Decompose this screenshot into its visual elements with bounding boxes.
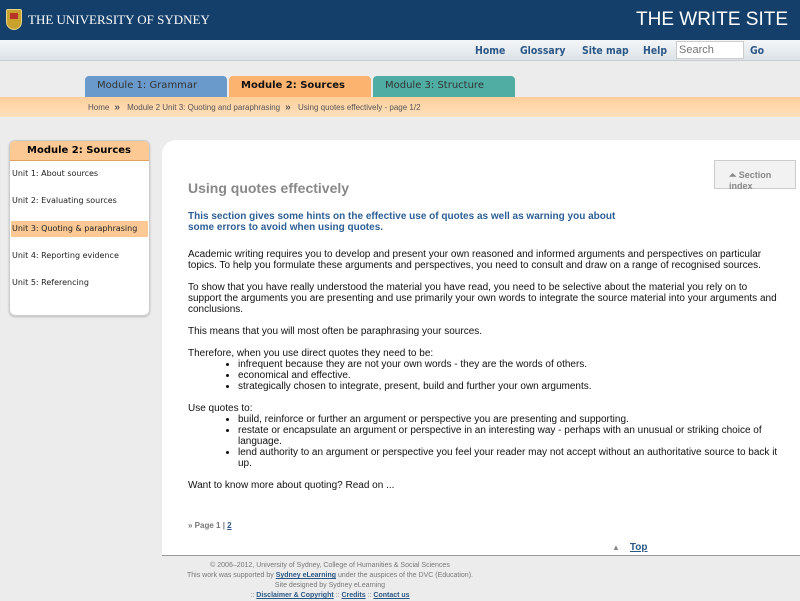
sydney-elearning-link[interactable]: Sydney eLearning	[275, 572, 337, 579]
breadcrumb	[0, 97, 800, 117]
top-label: Top	[629, 542, 648, 553]
disclaimer-link[interactable]: Disclaimer & Copyright	[256, 592, 334, 599]
back-to-top-link[interactable]	[612, 542, 648, 553]
tab-module-2[interactable]: Module 2: Sources	[229, 76, 371, 97]
pager-current: » Page 1 |	[188, 521, 228, 530]
paragraph: Want to know more about quoting? Read on ...	[188, 480, 395, 491]
site-title[interactable]: THE WRITE SITE	[636, 9, 788, 30]
copyright: © 2006–2012, University of Sydney, College of Humanities & Social Sciences	[210, 562, 450, 569]
footer-links: :: Disclaimer & Copyright :: Credits :: Contact us	[250, 592, 410, 599]
sidebar	[9, 140, 150, 316]
article-body	[188, 249, 778, 502]
bullet-list	[238, 359, 778, 392]
sidebar-item-unit-1[interactable]: Unit 1: About sources	[12, 169, 99, 178]
bullet-list	[238, 414, 778, 469]
sidebar-item-unit-2[interactable]: Unit 2: Evaluating sources	[12, 196, 117, 205]
section-index-button[interactable]	[714, 160, 796, 189]
page-2-link[interactable]: 2	[227, 521, 232, 530]
designer-credit: Site designed by Sydney eLearning	[274, 582, 386, 589]
sidebar-item-unit-5[interactable]: Unit 5: Referencing	[12, 278, 89, 287]
list-item: • strategically chosen to integrate, present, build and further your own arguments.	[238, 381, 778, 392]
nav-site-map[interactable]: Site map	[582, 44, 629, 57]
nav-home[interactable]: Home	[475, 44, 506, 57]
breadcrumb-home[interactable]: Home	[88, 103, 110, 112]
breadcrumb-current: Using quotes effectively - page 1/2	[297, 103, 421, 112]
paragraph: Therefore, when you use direct quotes they need to be:	[188, 348, 434, 359]
nav-help[interactable]: Help	[643, 44, 668, 57]
sidebar-title: Module 2: Sources	[10, 141, 149, 161]
sidebar-item-unit-4[interactable]: Unit 4: Reporting evidence	[12, 251, 119, 260]
list-item: • economical and effective.	[238, 370, 778, 381]
nav-glossary[interactable]: Glossary	[520, 44, 566, 57]
list-item: • build, reinforce or further an argument or perspective you are presenting and supporting.	[238, 414, 778, 425]
up-arrow-icon: ⏶	[729, 170, 739, 180]
list-item: • lend authority to an argument or perspective you feel your reader may not accept without an authoritative source to back it up.	[238, 447, 778, 469]
support-line	[160, 571, 500, 581]
support-text: This work was supported by	[187, 572, 276, 579]
breadcrumb-unit[interactable]: Module 2 Unit 3: Quoting and paraphrasing	[127, 103, 281, 112]
section-index-label: Section index	[729, 170, 772, 191]
pagination	[188, 521, 232, 530]
list-item: • infrequent because they are not your own words - they are the words of others.	[238, 359, 778, 370]
paragraph: To show that you have really understood the material you have read, you need to be selective about the material you rely on to support the arguments you are presenting and use primarily your own words to integrate the source material into your arguments and conclusions.	[188, 282, 777, 315]
page-title: Using quotes effectively	[188, 180, 350, 196]
main-content	[162, 140, 800, 556]
university-name[interactable]: THE UNIVERSITY OF SYDNEY	[28, 12, 210, 27]
sidebar-item-unit-3[interactable]: Unit 3: Quoting & paraphrasing	[11, 221, 148, 237]
go-button[interactable]: Go	[750, 44, 765, 57]
top-nav	[0, 40, 800, 61]
site-header	[0, 0, 800, 40]
university-crest-logo[interactable]	[6, 9, 22, 30]
contact-link[interactable]: Contact us	[373, 592, 410, 599]
credits-link[interactable]: Credits	[341, 592, 366, 599]
intro-text: This section gives some hints on the effective use of quotes as well as warning you about some errors to avoid when using quotes.	[188, 211, 616, 233]
list-item: • restate or encapsulate an argument or perspective in an interesting way - perhaps with an unusual or striking choice of language.	[238, 425, 778, 447]
support-text: under the auspices of the DVC (Education).	[336, 572, 473, 579]
tab-module-1[interactable]: Module 1: Grammar	[85, 76, 227, 97]
breadcrumb-separator-icon: »	[114, 102, 120, 113]
up-triangle-icon: ▲	[612, 543, 620, 552]
search-input[interactable]	[676, 41, 744, 59]
paragraph: Use quotes to:	[188, 403, 253, 414]
breadcrumb-separator-icon: »	[285, 102, 291, 113]
paragraph: This means that you will most often be paraphrasing your sources.	[188, 326, 483, 337]
footer	[160, 561, 500, 601]
paragraph: Academic writing requires you to develop and present your own reasoned and informed arguments and perspectives on particular topics. To help you formulate these arguments and perspectives, you need to consult and draw on a range of recognised sources.	[188, 249, 762, 271]
tab-module-3[interactable]: Module 3: Structure	[373, 76, 515, 97]
